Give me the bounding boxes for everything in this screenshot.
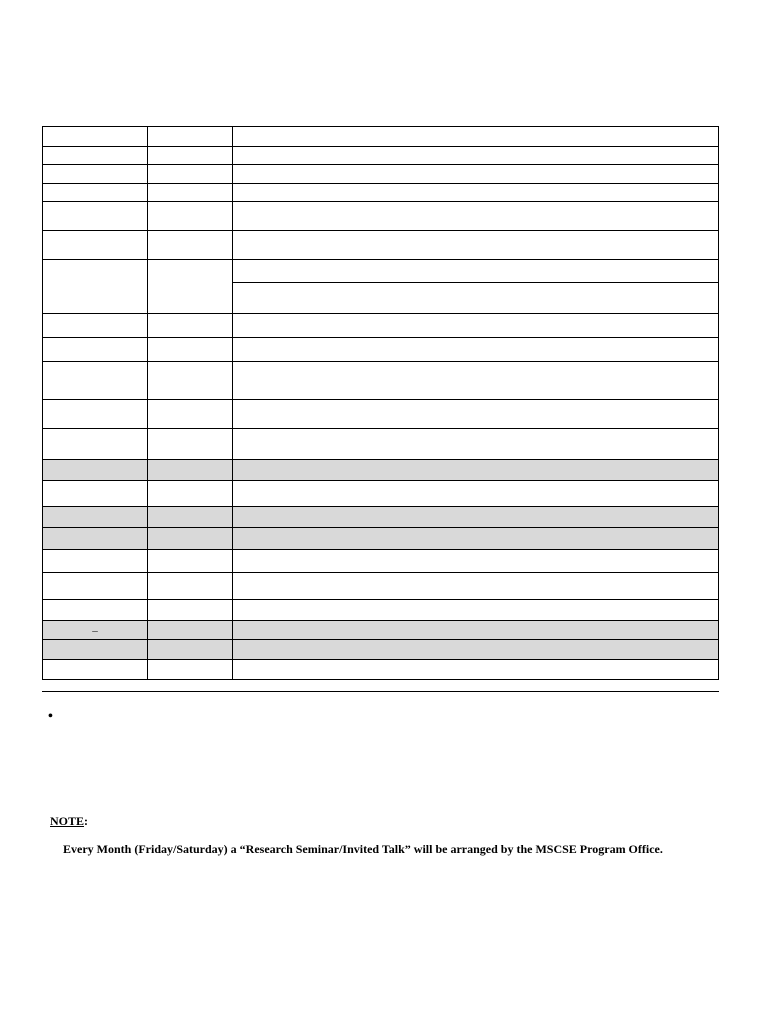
table-row (43, 507, 719, 528)
table-row (43, 147, 719, 165)
table-row (43, 127, 719, 147)
table-row (43, 573, 719, 600)
schedule-table (42, 126, 719, 680)
table-cell (233, 127, 719, 147)
horizontal-rule (42, 691, 719, 692)
table-row (43, 338, 719, 362)
table-cell (148, 429, 233, 460)
table-row (43, 400, 719, 429)
table-row (43, 621, 719, 640)
table-row (43, 202, 719, 231)
table-cell (233, 507, 719, 528)
table-cell (43, 314, 148, 338)
table-cell (233, 314, 719, 338)
table-cell (148, 640, 233, 660)
table-cell (148, 362, 233, 400)
table-cell (43, 600, 148, 621)
table-cell (233, 260, 719, 283)
table-cell (233, 283, 719, 314)
table-cell (148, 231, 233, 260)
table-cell (43, 184, 148, 202)
table-cell (148, 147, 233, 165)
table-row (43, 640, 719, 660)
table-cell (233, 338, 719, 362)
table-row (43, 362, 719, 400)
table-row (43, 481, 719, 507)
table-cell (148, 127, 233, 147)
table-cell (43, 165, 148, 184)
table-cell (43, 621, 148, 640)
table-cell (43, 429, 148, 460)
table-cell (233, 202, 719, 231)
table-cell (43, 147, 148, 165)
table-cell (148, 260, 233, 314)
table-cell (233, 460, 719, 481)
note-label-colon: : (84, 814, 89, 828)
table-cell (148, 481, 233, 507)
table-cell (233, 550, 719, 573)
note-text: Every Month (Friday/Saturday) a “Research Seminar/Invited Talk” will be arranged by the MSCSE Program Office. (63, 842, 663, 856)
table-cell (148, 165, 233, 184)
table-row (43, 660, 719, 680)
table-row (43, 460, 719, 481)
table-cell (43, 338, 148, 362)
table-cell (148, 314, 233, 338)
note-label-text: NOTE (50, 814, 85, 828)
table-cell (233, 528, 719, 550)
table-cell (233, 231, 719, 260)
table-cell (148, 550, 233, 573)
dash-mark: _ (92, 621, 98, 633)
table-cell (233, 640, 719, 660)
table-cell (148, 621, 233, 640)
table-row (43, 231, 719, 260)
table-cell (233, 362, 719, 400)
table-row (43, 314, 719, 338)
table-cell (148, 338, 233, 362)
table-cell (233, 621, 719, 640)
table-cell (43, 528, 148, 550)
table-cell (233, 147, 719, 165)
table-cell (233, 600, 719, 621)
table-cell (148, 184, 233, 202)
table-cell (148, 600, 233, 621)
table-row (43, 528, 719, 550)
table-cell (233, 400, 719, 429)
table-row (43, 600, 719, 621)
table-cell (43, 507, 148, 528)
table-cell (148, 660, 233, 680)
table-cell (233, 429, 719, 460)
table-row (43, 550, 719, 573)
table-cell (43, 640, 148, 660)
table-cell (43, 362, 148, 400)
table-cell (148, 528, 233, 550)
table-cell (43, 260, 148, 314)
table-cell (233, 481, 719, 507)
table-cell (148, 400, 233, 429)
table-cell (233, 184, 719, 202)
bullet-point: • (48, 709, 53, 724)
table-row (43, 260, 719, 283)
table-cell (43, 660, 148, 680)
note-label (50, 814, 88, 828)
table-row (43, 165, 719, 184)
table-cell (233, 165, 719, 184)
table-row (43, 429, 719, 460)
table-cell (148, 202, 233, 231)
table-cell (148, 507, 233, 528)
table-row (43, 184, 719, 202)
table-cell (43, 460, 148, 481)
table-cell (148, 460, 233, 481)
table-cell (148, 573, 233, 600)
table-cell (43, 127, 148, 147)
table-cell (233, 573, 719, 600)
table-cell (43, 573, 148, 600)
table-cell (43, 231, 148, 260)
table-cell (233, 660, 719, 680)
table-cell (43, 400, 148, 429)
table-cell (43, 481, 148, 507)
table-cell (43, 550, 148, 573)
table-cell (43, 202, 148, 231)
